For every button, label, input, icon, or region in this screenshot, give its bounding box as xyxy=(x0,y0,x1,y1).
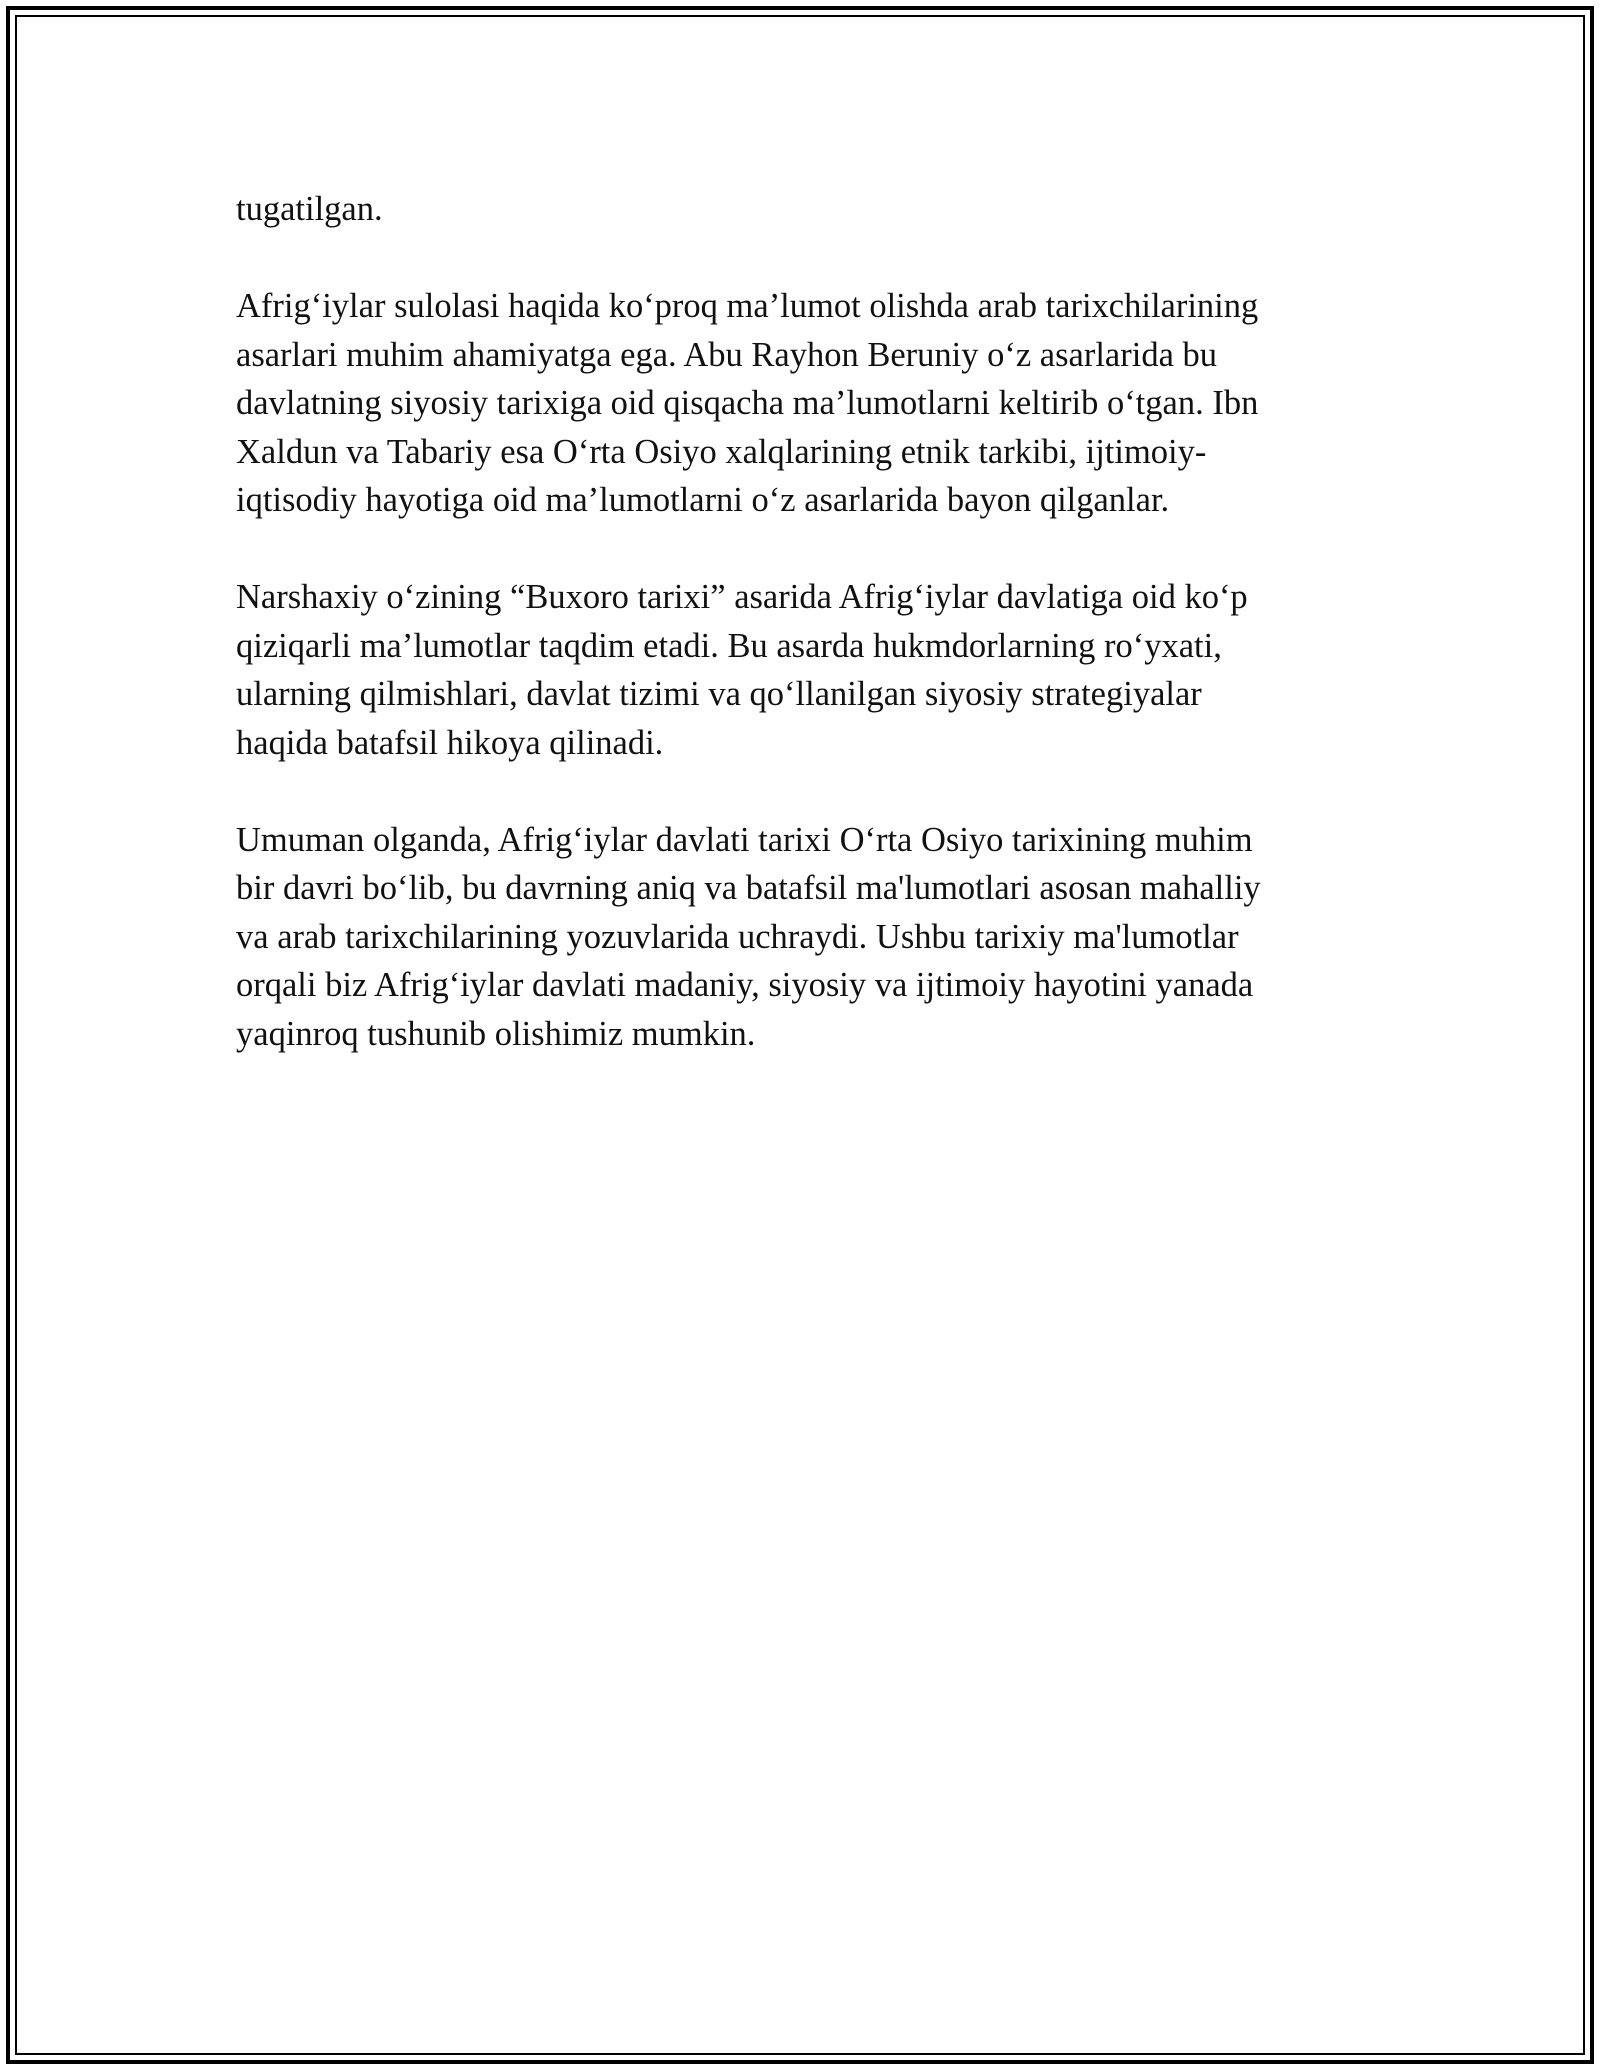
document-body xyxy=(236,185,1356,1107)
paragraph-arab-historians: Afrig‘iylar sulolasi haqida ko‘proq ma’lumot olishda arab tarixchilarining asarlari muhim ahamiyatga ega. Abu Rayhon Beruniy o‘z asarlarida bu davlatning siyosiy tarixiga oid qisqacha ma’lumotlarni keltirib o‘tgan. Ibn Xaldun va Tabariy esa O‘rta Osiyo xalqlarining etnik tarkibi, ijtimoiy- iqtisodiy hayotiga oid ma’lumotlarni o‘z asarlarida bayon qilganlar. xyxy=(236,287,1259,519)
paragraph-narshaxiy: Narshaxiy o‘zining “Buxoro tarixi” asarida Afrig‘iylar davlatiga oid ko‘p qiziqarli ma’lumotlar taqdim etadi. Bu asarda hukmdorlarning ro‘yxati, ularning qilmishlari, davlat tizimi va qo‘llanilgan siyosiy strategiyalar haqida batafsil hikoya qilinadi. xyxy=(236,578,1248,762)
paragraph-conclusion: Umuman olganda, Afrig‘iylar davlati tarixi O‘rta Osiyo tarixining muhim bir davri bo‘lib, bu davrning aniq va batafsil ma'lumotlari asosan mahalliy va arab tarixchilarining yozuvlarida uchraydi. Ushbu tarixiy ma'lumotlar orqali biz Afrig‘iylar davlati madaniy, siyosiy va ijtimoiy hayotini yanada yaqinroq tushunib olishimiz mumkin. xyxy=(236,820,1261,1053)
paragraph-continuation: tugatilgan. xyxy=(236,190,383,228)
